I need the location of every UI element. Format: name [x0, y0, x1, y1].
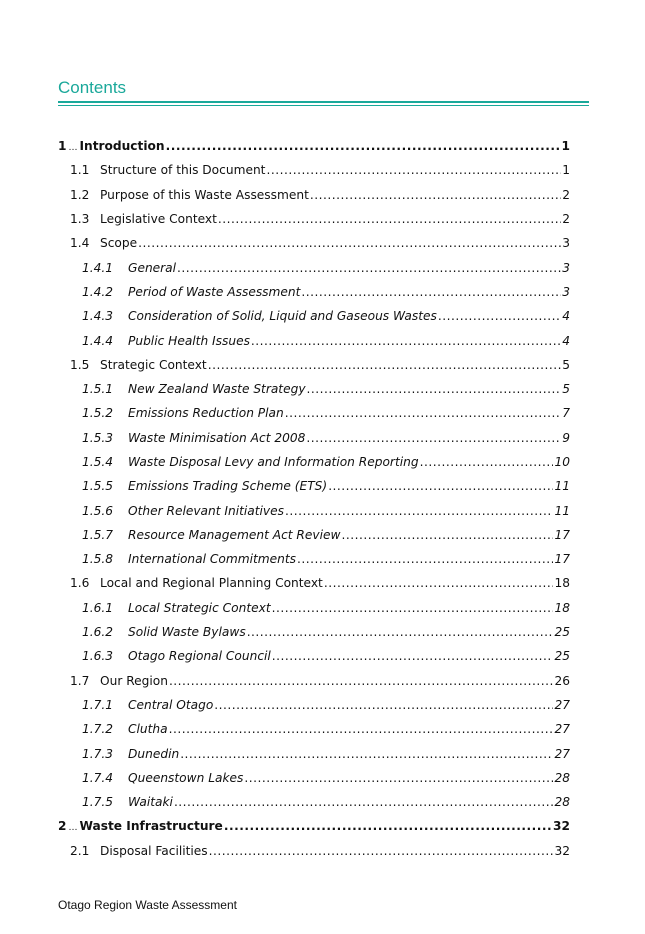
toc-entry-page: 2	[562, 212, 570, 227]
toc-entry-number: 1.4	[70, 236, 90, 251]
toc-entry-title: Introduction	[79, 139, 165, 154]
toc-entry-number: 1.5.4	[82, 455, 114, 469]
toc-entry[interactable]	[58, 547, 570, 571]
toc-entry-number: 1.5.2	[82, 406, 114, 421]
toc-entry-title: Emissions Reduction Plan	[128, 406, 284, 421]
toc-entry-title: New Zealand Waste Strategy	[128, 382, 306, 397]
toc-entry-title: Scope	[100, 236, 138, 251]
toc-entry-title: Period of Waste Assessment	[128, 284, 301, 299]
dot-leader	[244, 771, 553, 785]
toc-entry-title: Our Region	[100, 673, 168, 688]
toc-entry-number: 1.5	[70, 357, 90, 372]
toc-entry[interactable]	[58, 474, 570, 498]
toc-entry-page: 3	[562, 236, 570, 251]
toc-entry-page: 28	[554, 795, 570, 810]
toc-entry-title: International Commitments	[128, 552, 296, 567]
dot-leader	[266, 163, 561, 177]
toc-entry-number: 1.4.1	[82, 260, 114, 275]
toc-entry[interactable]	[58, 353, 570, 377]
toc-entry-page: 26	[554, 673, 570, 688]
toc-entry-number: 1.6	[70, 576, 90, 591]
toc-entry-title: Strategic Context	[100, 357, 207, 372]
dot-leader	[218, 212, 561, 226]
toc-entry-title: Public Health Issues	[128, 333, 250, 348]
dot-leader	[138, 236, 561, 250]
toc-entry[interactable]	[58, 717, 570, 741]
toc-entry[interactable]	[58, 328, 570, 352]
toc-entry[interactable]	[58, 498, 570, 522]
toc-entry-number: 1.7.4	[82, 770, 114, 785]
dot-leader	[438, 309, 561, 323]
toc-entry[interactable]	[58, 693, 570, 717]
dot-leader	[247, 625, 554, 639]
toc-entry[interactable]	[58, 231, 570, 255]
toc-entry-page: 1	[561, 139, 570, 154]
toc-entry-page: 11	[554, 479, 570, 494]
toc-entry-title: Resource Management Act Review	[128, 527, 341, 542]
dot-leader	[208, 358, 562, 372]
dot-leader	[301, 285, 561, 299]
toc-entry-page: 28	[554, 770, 570, 785]
page-footer: Otago Region Waste Assessment	[58, 898, 237, 912]
toc-entry-title: Emissions Trading Scheme (ETS)	[128, 479, 328, 494]
number-leader-dots: …	[68, 143, 78, 154]
toc-entry-number: 1.5.7	[82, 527, 114, 542]
toc-entry-page: 5	[562, 357, 570, 372]
toc-entry-title: Disposal Facilities	[100, 843, 208, 858]
toc-entry-page: 18	[554, 600, 570, 615]
toc-entry-title: Consideration of Solid, Liquid and Gaseous Wastes	[128, 309, 437, 324]
toc-entry[interactable]	[58, 766, 570, 790]
toc-entry-page: 9	[562, 430, 570, 445]
toc-entry-number: 1.7.2	[82, 722, 114, 737]
toc-entry-number: 1.6.3	[82, 649, 114, 664]
toc-entry-number: 1.7.1	[82, 697, 114, 712]
toc-entry-title: Waste Infrastructure	[79, 819, 223, 834]
toc-entry[interactable]	[58, 401, 570, 425]
toc-entry-title: Clutha	[128, 722, 168, 737]
toc-entry-page: 25	[554, 625, 570, 640]
toc-entry-number: 1.3	[70, 212, 90, 227]
heading-rule-thin	[58, 105, 589, 106]
toc-entry[interactable]	[58, 207, 570, 231]
toc-entry-page: 32	[553, 819, 570, 834]
dot-leader	[174, 795, 554, 809]
toc-entry-number: 1.4.3	[82, 309, 114, 324]
dot-leader	[272, 601, 554, 615]
toc-entry[interactable]	[58, 280, 570, 304]
toc-entry-number: 1.4.2	[82, 284, 114, 299]
toc-entry-number: 1.6.2	[82, 625, 114, 640]
toc-entry-title: Central Otago	[128, 697, 214, 712]
toc-entry-page: 5	[562, 382, 570, 397]
toc-entry[interactable]	[58, 669, 570, 693]
dot-leader	[251, 334, 561, 348]
toc-entry-title: Otago Regional Council	[128, 649, 271, 664]
toc-entry-number: 2.1	[70, 843, 90, 858]
toc-entry[interactable]	[58, 790, 570, 814]
toc-entry[interactable]	[58, 183, 570, 207]
table-of-contents	[58, 134, 570, 863]
toc-entry[interactable]	[58, 377, 570, 401]
toc-entry[interactable]	[58, 426, 570, 450]
toc-entry-page: 1	[562, 163, 570, 178]
toc-entry-number: 2 …	[58, 819, 78, 834]
toc-entry-page: 27	[554, 746, 570, 761]
dot-leader	[420, 455, 554, 469]
toc-entry-page: 18	[554, 576, 570, 591]
toc-entry-title: Queenstown Lakes	[128, 770, 244, 785]
toc-entry-number: 1.7.5	[82, 795, 114, 810]
toc-entry-page: 17	[554, 552, 570, 567]
toc-entry[interactable]	[58, 741, 570, 765]
dot-leader	[272, 649, 554, 663]
dot-leader	[177, 261, 561, 275]
toc-entry-page: 10	[554, 455, 570, 469]
toc-entry-page: 17	[554, 527, 570, 542]
toc-entry-title: Local and Regional Planning Context	[100, 576, 323, 591]
dot-leader	[169, 722, 554, 736]
toc-entry-title: Waste Minimisation Act 2008	[128, 430, 306, 445]
toc-entry-title: Waitaki	[128, 795, 173, 810]
toc-entry[interactable]	[58, 839, 570, 863]
toc-entry[interactable]	[58, 523, 570, 547]
dot-leader	[169, 674, 554, 688]
toc-entry-number: 1 …	[58, 139, 78, 154]
toc-entry-number: 1.7.3	[82, 746, 114, 761]
toc-entry[interactable]	[58, 571, 570, 595]
toc-entry-number: 1.5.3	[82, 430, 114, 445]
toc-entry[interactable]	[58, 450, 570, 474]
toc-entry-number: 1.5.8	[82, 552, 114, 567]
toc-entry-page: 2	[562, 187, 570, 202]
dot-leader	[328, 479, 553, 493]
dot-leader	[285, 504, 554, 518]
toc-entry-page: 11	[554, 503, 570, 518]
toc-entry-number: 1.6.1	[82, 600, 114, 615]
toc-entry[interactable]	[58, 596, 570, 620]
toc-entry-title: Purpose of this Waste Assessment	[100, 187, 309, 202]
toc-entry-number: 1.4.4	[82, 333, 114, 348]
dot-leader	[224, 819, 552, 833]
toc-entry[interactable]	[58, 255, 570, 279]
toc-entry-title: Solid Waste Bylaws	[128, 625, 246, 640]
toc-entry-number: 1.1	[70, 163, 90, 178]
toc-entry-title: Other Relevant Initiatives	[128, 503, 284, 518]
dot-leader	[306, 431, 561, 445]
toc-entry-title: Local Strategic Context	[128, 600, 271, 615]
dot-leader	[285, 406, 562, 420]
toc-entry-number: 1.5.6	[82, 503, 114, 518]
toc-entry[interactable]	[58, 620, 570, 644]
dot-leader	[324, 576, 554, 590]
toc-entry-title: Waste Disposal Levy and Information Reporting	[128, 455, 419, 469]
toc-entry-number: 1.5.1	[82, 382, 114, 397]
toc-entry[interactable]	[58, 134, 570, 158]
toc-entry[interactable]	[58, 644, 570, 668]
dot-leader	[307, 382, 562, 396]
toc-entry-number: 1.5.5	[82, 479, 114, 494]
toc-entry-page: 4	[562, 309, 570, 324]
heading-rule-thick	[58, 101, 589, 103]
toc-entry-page: 4	[562, 333, 570, 348]
toc-entry-number: 1.2	[70, 187, 90, 202]
toc-entry[interactable]	[58, 814, 570, 838]
toc-entry-page: 7	[562, 406, 570, 421]
toc-entry-page: 3	[562, 260, 570, 275]
toc-entry-page: 3	[562, 284, 570, 299]
toc-entry-title: General	[128, 260, 177, 275]
number-leader-dots: …	[68, 823, 78, 834]
dot-leader	[209, 844, 554, 858]
dot-leader	[310, 188, 561, 202]
toc-entry[interactable]	[58, 304, 570, 328]
dot-leader	[180, 747, 553, 761]
toc-entry-title: Legislative Context	[100, 212, 217, 227]
toc-entry-page: 32	[554, 843, 570, 858]
dot-leader	[214, 698, 553, 712]
dot-leader	[297, 552, 554, 566]
dot-leader	[341, 528, 553, 542]
toc-entry[interactable]	[58, 158, 570, 182]
dot-leader	[166, 139, 561, 153]
toc-entry-page: 27	[554, 697, 570, 712]
toc-entry-title: Structure of this Document	[100, 163, 266, 178]
toc-entry-title: Dunedin	[128, 746, 180, 761]
toc-entry-page: 25	[554, 649, 570, 664]
toc-entry-number: 1.7	[70, 673, 90, 688]
contents-heading: Contents	[58, 78, 127, 97]
toc-entry-page: 27	[554, 722, 570, 737]
